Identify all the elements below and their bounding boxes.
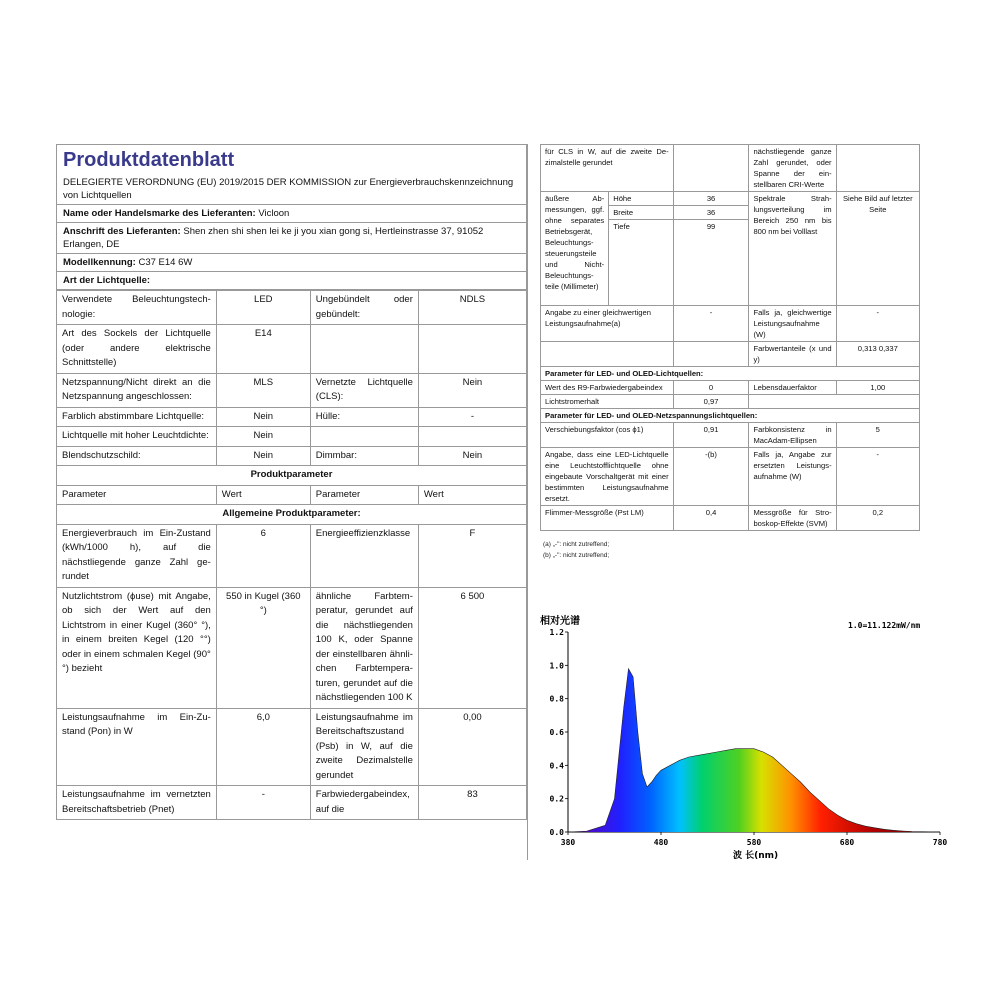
type-value-1: LED [216, 291, 310, 325]
chromaticity-label: Farbwertanteile (x und y) [749, 342, 836, 367]
type-row [57, 325, 527, 374]
y-tick-label: 0.8 [549, 694, 564, 704]
x-tick-label: 580 [746, 838, 762, 847]
model-value: C37 E14 6W [138, 257, 193, 268]
stroboscopic-value: 0,2 [836, 506, 919, 531]
col-value-1: Wert [216, 485, 310, 505]
y-tick-label: 1.0 [549, 661, 564, 671]
general-row [57, 786, 527, 820]
footnote-a: (a) „-": nicht zutreffend; [543, 541, 610, 548]
supplier-value: Vicloon [258, 208, 290, 219]
cls-cont-label: für CLS in W, auf die zweite Dezimalstelle gerundet [541, 145, 674, 192]
chart-annotation: 1.0=11.122mW/nm [848, 621, 921, 630]
equiv-power-w-value: - [836, 306, 919, 342]
general-value-2: F [418, 524, 526, 587]
general-param-2: Farbwiedergabeindex, auf die [310, 786, 418, 820]
address-row [56, 223, 527, 254]
type-value-2: - [418, 407, 526, 427]
model-label: Modellkennung: [63, 257, 136, 268]
dimensions-label: äußere Abmessungen, ggf. ohne separates Betriebsgerät, Beleuchtungssteuerungsteile und Nicht-Beleuchtungsteile (Millimeter) [541, 192, 609, 306]
general-value-2: 83 [418, 786, 526, 820]
r9-label: Wert des R9-Farbwiedergabeindex [541, 381, 674, 395]
general-value-1: 6,0 [216, 708, 310, 786]
col-value-2: Wert [418, 485, 526, 505]
general-row [57, 524, 527, 587]
dim-depth-value: 99 [673, 220, 749, 306]
color-consistency-value: 5 [836, 423, 919, 448]
type-row [57, 427, 527, 447]
type-value-2 [418, 325, 526, 374]
dim-height-value: 36 [673, 192, 749, 206]
product-params-header: Produktparameter [57, 466, 527, 486]
led-params-header: Parameter für LED- und OLED-Lichtquellen: [541, 367, 920, 381]
y-tick-label: 1.2 [549, 628, 564, 637]
equiv-power-w-label: Falls ja, gleichwertige Leistungsaufnahme (W) [749, 306, 836, 342]
type-param-1: Netzspannung/Nicht direkt an die Netzspannung angeschlossen: [57, 373, 217, 407]
color-consistency-label: Farbkonsistenz in MacAdam-Ellipsen [749, 423, 836, 448]
type-param-2: Ungebündelt oder gebündelt: [310, 291, 418, 325]
footnote-b: (b) „-": nicht zutreffend; [543, 552, 610, 559]
mains-params-header: Parameter für LED- und OLED-Netzspannungslichtquellen: [541, 409, 920, 423]
left-datasheet [56, 144, 528, 860]
flux-maintenance-value: 0,97 [673, 395, 749, 409]
type-param-2: Vernetzte Lichtquelle (CLS): [310, 373, 418, 407]
general-value-2: 6 500 [418, 587, 526, 708]
right-table [540, 144, 920, 531]
type-param-1: Blendschutzschild: [57, 446, 217, 466]
general-params-header: Allgemeine Produktparameter: [57, 505, 527, 525]
type-row [57, 291, 527, 325]
dim-width-label: Breite [609, 206, 673, 220]
flicker-value: 0,4 [673, 506, 749, 531]
x-axis-label: 波 长(nm) [733, 851, 779, 861]
light-source-table [56, 290, 527, 820]
address-value: Shen zhen shi shen lei ke ji you xian gong si, Hertleinstrasse 37, 91052 Erlangen, DE [63, 226, 484, 250]
dim-depth-label: Tiefe [609, 220, 673, 306]
type-value-1: MLS [216, 373, 310, 407]
x-tick-label: 780 [932, 838, 948, 847]
general-row [57, 708, 527, 786]
dim-height-label: Höhe [609, 192, 673, 206]
general-value-1: 550 in Kugel (360 °) [216, 587, 310, 708]
x-tick-label: 480 [653, 838, 669, 847]
general-param-1: Leistungsaufnahme im Ein-Zustand (Pon) in W [57, 708, 217, 786]
spectral-label: Spektrale Strahlungsverteilung im Bereich 250 nm bis 800 nm bei Volllast [749, 192, 836, 306]
empty-cell [673, 145, 749, 192]
replaced-power-label: Falls ja, Angabe zur ersetzten Leistungsaufnahme (W) [749, 448, 836, 506]
empty-cell [541, 342, 674, 367]
general-value-1: 6 [216, 524, 310, 587]
spectrum-area [568, 669, 940, 832]
type-value-2 [418, 427, 526, 447]
type-value-2: Nein [418, 373, 526, 407]
general-param-1: Energieverbrauch im Ein-Zustand (kWh/1000 h), auf die nächstliegende ganze Zahl gerundet [57, 524, 217, 587]
address-label: Anschrift des Lieferanten: [63, 226, 181, 237]
flux-maintenance-label: Lichtstromerhalt [541, 395, 674, 409]
replaced-power-value: - [836, 448, 919, 506]
x-tick-label: 680 [839, 838, 855, 847]
spectral-value: Siehe Bild auf letzter Seite [836, 192, 919, 306]
type-label: Art der Lichtquelle: [63, 275, 151, 286]
type-param-2 [310, 325, 418, 374]
type-value-2: NDLS [418, 291, 526, 325]
general-param-2: Energieeffizienzklasse [310, 524, 418, 587]
page-title: Produktdatenblatt [56, 144, 527, 174]
stroboscopic-label: Messgröße für Stroboskop-Effekte (SVM) [749, 506, 836, 531]
col-param-1: Parameter [57, 485, 217, 505]
type-value-1: Nein [216, 407, 310, 427]
model-row [56, 254, 527, 272]
x-tick-label: 380 [560, 838, 576, 847]
general-param-1: Leistungsaufnahme im vernetzten Bereitschaftsbetrieb (Pnet) [57, 786, 217, 820]
regulation-text: DELEGIERTE VERORDNUNG (EU) 2019/2015 DER KOMMISSION zur Energieverbrauchskennzeichnung von Lichtquellen [56, 174, 527, 205]
general-value-1: - [216, 786, 310, 820]
fluorescent-replace-label: Angabe, dass eine LED-Lichtquelle eine Leuchtstofflichtquelle ohne eingebaute Vorschaltgerät mit einer bestimmten Leistungsaufnahme ersetzt. [541, 448, 674, 506]
light-source-type-header [56, 272, 527, 290]
type-param-1: Lichtquelle mit hoher Leuchtdichte: [57, 427, 217, 447]
lifetime-factor-label: Lebensdauerfaktor [749, 381, 836, 395]
type-row [57, 446, 527, 466]
y-tick-label: 0.0 [549, 828, 564, 837]
empty-cell [673, 342, 749, 367]
general-param-2: Leistungsaufnahme im Bereitschaftszustand (Psb) in W, auf die zweite Dezimalstelle gerundet [310, 708, 418, 786]
type-value-1: Nein [216, 427, 310, 447]
flicker-label: Flimmer-Messgröße (Pst LM) [541, 506, 674, 531]
y-tick-label: 0.2 [549, 794, 564, 804]
type-row [57, 373, 527, 407]
r9-value: 0 [673, 381, 749, 395]
chart-title: 相对光谱 [540, 616, 580, 627]
type-param-2: Hülle: [310, 407, 418, 427]
right-datasheet [540, 144, 920, 561]
general-param-1: Nutzlichtstrom (ϕuse) mit Angabe, ob sich der Wert auf den Lichtstrom in einer Kugel (360° °), in einem breiten Kegel (120 °°) oder in einem schmalen Kegel (90° °) bezieht [57, 587, 217, 708]
type-param-2: Dimmbar: [310, 446, 418, 466]
general-row [57, 587, 527, 708]
type-value-1: Nein [216, 446, 310, 466]
general-param-2: ähnliche Farbtemperatur, gerundet auf die nächstliegenden 100 K, oder Spanne der einstellbaren ähnlichen Farbtemperaturen, gerundet auf die nächstliegenden 100 K [310, 587, 418, 708]
general-value-2: 0,00 [418, 708, 526, 786]
type-value-1: E14 [216, 325, 310, 374]
type-value-2: Nein [418, 446, 526, 466]
type-param-1: Art des Sockels der Lichtquelle (oder andere elektrische Schnittstelle) [57, 325, 217, 374]
type-param-2 [310, 427, 418, 447]
cri-cont-label: nächstliegende ganze Zahl gerundet, oder Spanne der einstellbaren CRI-Werte [749, 145, 836, 192]
lifetime-factor-value: 1,00 [836, 381, 919, 395]
empty-cell [749, 395, 920, 409]
equiv-power-label: Angabe zu einer gleichwertigen Leistungsaufnahme(a) [541, 306, 674, 342]
supplier-row [56, 205, 527, 223]
col-param-2: Parameter [310, 485, 418, 505]
type-param-1: Verwendete Beleuchtungstechnologie: [57, 291, 217, 325]
chromaticity-value: 0,313 0,337 [836, 342, 919, 367]
displacement-factor-label: Verschiebungsfaktor (cos ϕ1) [541, 423, 674, 448]
supplier-label: Name oder Handelsmarke des Lieferanten: [63, 208, 256, 219]
type-row [57, 407, 527, 427]
y-tick-label: 0.4 [549, 761, 564, 771]
dim-width-value: 36 [673, 206, 749, 220]
spectrum-chart [538, 612, 958, 862]
equiv-power-value: - [673, 306, 749, 342]
type-param-1: Farblich abstimmbare Lichtquelle: [57, 407, 217, 427]
empty-cell [836, 145, 919, 192]
fluorescent-replace-value: -(b) [673, 448, 749, 506]
displacement-factor-value: 0,91 [673, 423, 749, 448]
y-tick-label: 0.6 [549, 728, 564, 737]
